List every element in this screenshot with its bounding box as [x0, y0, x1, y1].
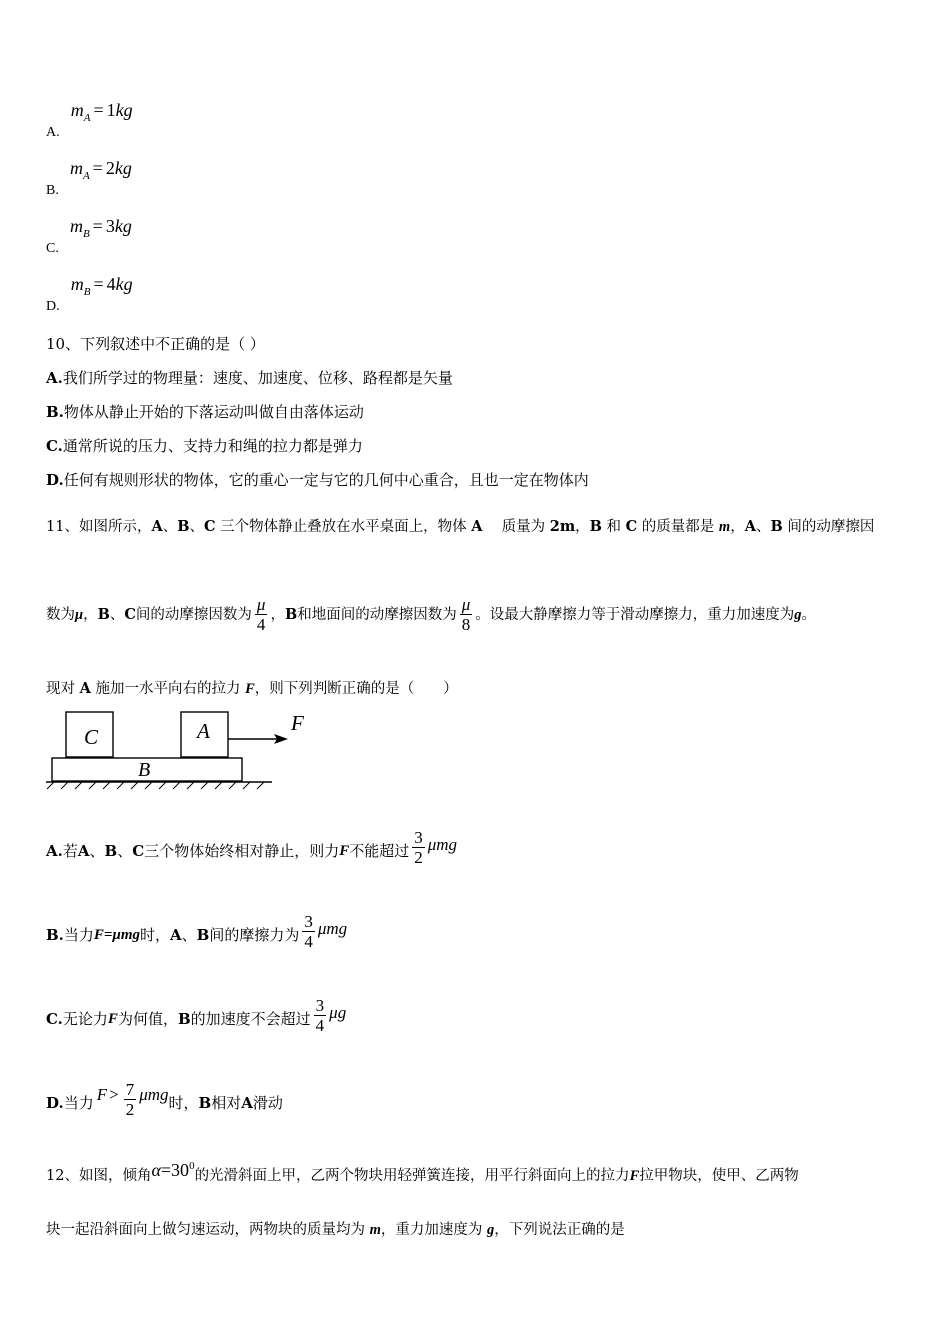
- q9-option-a: [46, 100, 133, 140]
- q11-option-c: C. 无论力 F 为何值， B 的加速度不会超过 $\frac{3}{4}$ μg: [46, 996, 347, 1035]
- option-formula: $m_A = 2kg$: [69, 158, 132, 182]
- q11-stem-line1: 11、如图所示，A、B、C 三个物体静止叠放在水平桌面上，物体 A 质量为 2m，B 和 C 的质量都是 m，A、B 间的动摩擦因: [46, 518, 875, 535]
- fraction-3-4: $\frac{3}{4}$: [315, 996, 325, 1035]
- board-b-label: B: [138, 759, 151, 781]
- q11-option-a: A. 若 A 、 B 、 C 三个物体始终相对静止，则力 F 不能超过 $\frac{3}{2}$ μmg: [46, 828, 458, 867]
- q9-option-c: [46, 216, 132, 256]
- fraction-3-4: $\frac{3}{4}$: [304, 912, 313, 951]
- force-label: F: [291, 711, 304, 735]
- fraction-7-2: $\frac{7}{2}$: [125, 1080, 135, 1119]
- option-letter: D.: [46, 299, 60, 314]
- option-formula: $m_A = 1kg$: [70, 100, 133, 124]
- fraction-3-2: $\frac{3}{2}$: [414, 828, 423, 867]
- option-formula: $m_B = 4kg$: [70, 274, 133, 298]
- ground-hatching: [47, 782, 264, 789]
- option-letter: B.: [46, 183, 59, 198]
- angle-formula: $\alpha=30^0$: [151, 1160, 195, 1180]
- q11-option-b: B. 当力 F=μmg 时， A 、 B 间的摩擦力为 $\frac{3}{4}$ μmg: [46, 912, 348, 951]
- q10-option-a: A.我们所学过的物理量：速度、加速度、位移、路程都是矢量: [46, 369, 453, 387]
- q12-stem-line1: 12、如图，倾角 $\alpha=30^0$ 的光滑斜面上甲，乙两个物块用轻弹簧连接，用平行斜面向上的拉力 F 拉甲物块，使甲、乙两物: [46, 1162, 799, 1186]
- q9-option-b: [46, 158, 132, 198]
- q12-stem-line2: 块一起沿斜面向上做匀速运动，两物块的质量均为 m，重力加速度为 g，下列说法正确的是: [46, 1222, 625, 1238]
- q11-stem-line2: 数为 μ ， B 、 C 间的动摩擦因数为 $\frac{\mu}{4}$ ， B 和地面间的动摩擦因数为 $\frac{\mu}{8}$ 。设最大静摩擦力等于滑动摩擦力，重力加速度为 g 。: [46, 595, 816, 634]
- q10-option-b: B.物体从静止开始的下落运动叫做自由落体运动: [46, 403, 364, 421]
- q10-option-d: D.任何有规则形状的物体，它的重心一定与它的几何中心重合，且也一定在物体内: [46, 471, 589, 489]
- q11-figure: [44, 708, 314, 792]
- fraction-mu-8: $\frac{\mu}{8}$: [461, 595, 471, 634]
- block-a-label: A: [197, 719, 210, 743]
- q11-stem-line3: 现对 A 施加一水平向右的拉力 F，则下列判断正确的是（ ）: [46, 680, 458, 697]
- q10-option-c: C.通常所说的压力、支持力和绳的拉力都是弹力: [46, 437, 363, 455]
- q9-option-d: [46, 274, 133, 314]
- option-letter: C.: [46, 241, 59, 256]
- q11-option-d: D. 当力 F > $\frac{7}{2}$ μmg 时， B 相对 A 滑动: [46, 1080, 283, 1119]
- fraction-mu-4: $\frac{\mu}{4}$: [256, 595, 266, 634]
- block-c-label: C: [84, 725, 99, 749]
- option-formula: $m_B = 3kg$: [69, 216, 132, 240]
- option-letter: A.: [46, 125, 60, 140]
- q10-stem: 10、下列叙述中不正确的是（ ）: [46, 335, 265, 353]
